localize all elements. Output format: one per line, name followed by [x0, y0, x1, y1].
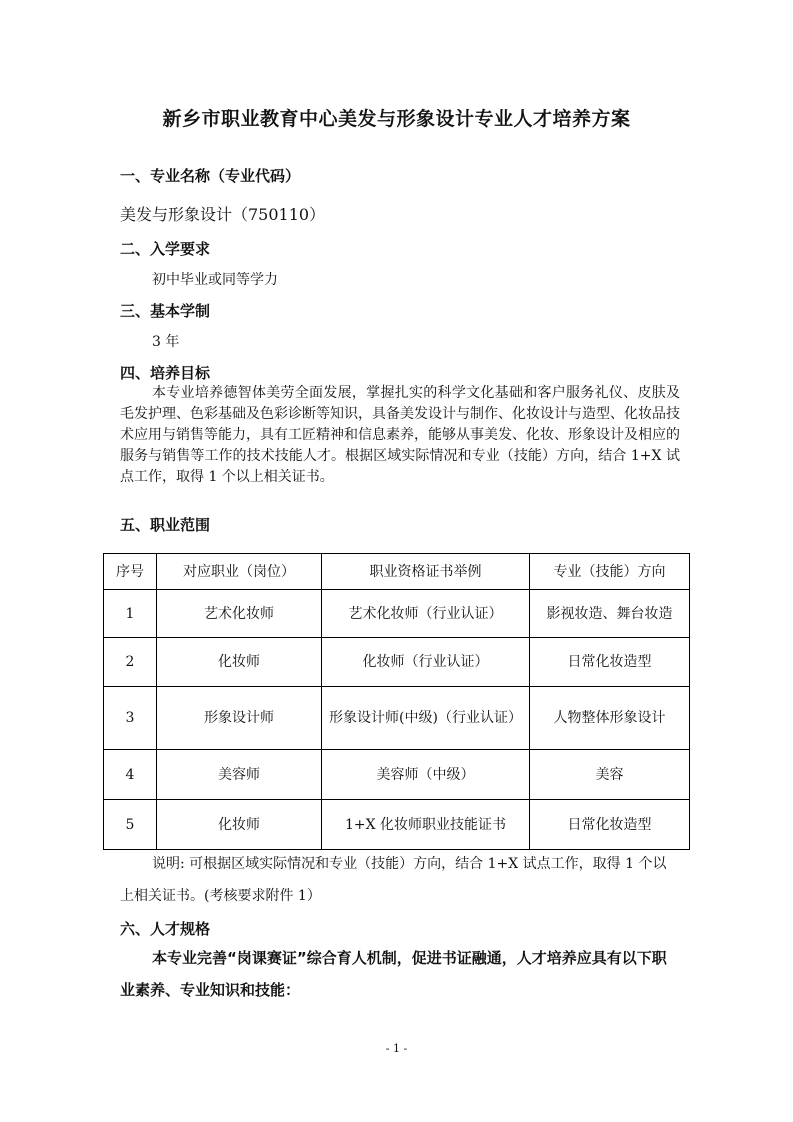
cell-occupation: 化妆师 [157, 800, 322, 850]
cell-occupation: 化妆师 [157, 638, 322, 687]
cell-index: 1 [104, 590, 157, 638]
cell-occupation: 美容师 [157, 750, 322, 800]
header-index: 序号 [104, 554, 157, 590]
table-row [104, 590, 690, 638]
section-3-heading: 三、基本学制 [120, 302, 211, 320]
table-note: 说明: 可根据区域实际情况和专业（技能）方向，结合 1+X 试点工作，取得 1 个以上相关证书。(考核要求附件 1） [120, 856, 667, 904]
table-row [104, 800, 690, 850]
cell-certificate: 美容师（中级） [322, 750, 530, 800]
header-certificate: 职业资格证书举例 [322, 554, 530, 590]
header-direction: 专业（技能）方向 [530, 554, 690, 590]
cell-direction: 日常化妆造型 [530, 638, 690, 687]
section-2-heading: 二、入学要求 [120, 240, 211, 258]
cell-index: 4 [104, 750, 157, 800]
table-row [104, 687, 690, 750]
table-row [104, 638, 690, 687]
cell-direction: 人物整体形象设计 [530, 687, 690, 750]
section-1-heading: 一、专业名称（专业代码） [120, 167, 301, 185]
study-duration: 3 年 [152, 334, 180, 350]
section-5-heading: 五、职业范围 [120, 516, 211, 534]
cell-index: 5 [104, 800, 157, 850]
section-6-heading: 六、人才规格 [120, 920, 211, 938]
talent-spec-intro: 本专业完善“岗课赛证”综合育人机制，促进书证融通，人才培养应具有以下职业素养、专业知识和技能： [120, 949, 667, 999]
document-title: 新乡市职业教育中心美发与形象设计专业人才培养方案 [162, 108, 631, 130]
cell-direction: 影视妆造、舞台妆造 [530, 590, 690, 638]
cell-certificate: 1+X 化妆师职业技能证书 [322, 800, 530, 850]
occupation-table [103, 553, 690, 850]
cell-certificate: 形象设计师(中级)（行业认证） [322, 687, 530, 750]
cell-certificate: 艺术化妆师（行业认证） [322, 590, 530, 638]
training-objective: 本专业培养德智体美劳全面发展，掌握扎实的科学文化基础和客户服务礼仪、皮肤及毛发护理、色彩基础及色彩诊断等知识，具备美发设计与制作、化妆设计与造型、化妆品技术应用与销售等能力，具有工匠精神和信息素养，能够从事美发、化妆、形象设计及相应的服务与销售等工作的技术技能人才。根据区域实际情况和专业（技能）方向，结合 1+X 试点工作，取得 1 个以上相关证书。 [120, 385, 680, 485]
page-number: - 1 - [385, 1042, 408, 1055]
cell-occupation: 形象设计师 [157, 687, 322, 750]
cell-certificate: 化妆师（行业认证） [322, 638, 530, 687]
cell-index: 3 [104, 687, 157, 750]
cell-direction: 美容 [530, 750, 690, 800]
admission-requirement: 初中毕业或同等学力 [152, 272, 278, 288]
table-header-row [104, 554, 690, 590]
cell-direction: 日常化妆造型 [530, 800, 690, 850]
section-4-heading: 四、培养目标 [120, 364, 211, 382]
table-row [104, 750, 690, 800]
cell-occupation: 艺术化妆师 [157, 590, 322, 638]
cell-index: 2 [104, 638, 157, 687]
header-occupation: 对应职业（岗位） [157, 554, 322, 590]
major-name: 美发与形象设计（750110） [120, 205, 326, 224]
